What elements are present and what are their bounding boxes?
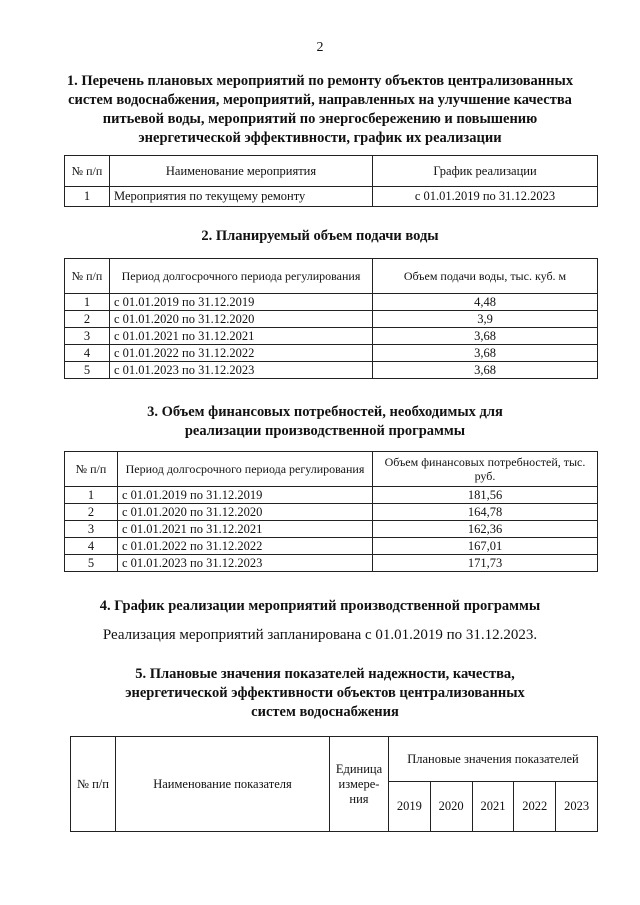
s1-header-num: № п/п [65,156,110,187]
table-row [65,187,598,207]
s3-cell: 162,36 [373,521,598,538]
s1-cell: Мероприятия по текущему ремонту [110,187,373,207]
s3-cell: с 01.01.2023 по 31.12.2023 [118,555,373,572]
table-row [65,487,598,504]
s2-cell: с 01.01.2019 по 31.12.2019 [110,294,373,311]
s5-header-year: 2020 [430,782,472,832]
s2-cell: 4 [65,345,110,362]
s5-header-unit: Единица измерения [330,737,389,832]
table-row [65,362,598,379]
table-row [65,555,598,572]
s2-cell: с 01.01.2023 по 31.12.2023 [110,362,373,379]
s1-cell: 1 [65,187,110,207]
s1-cell: с 01.01.2019 по 31.12.2023 [373,187,598,207]
s3-cell: с 01.01.2022 по 31.12.2022 [118,538,373,555]
table-row [65,328,598,345]
s2-cell: 5 [65,362,110,379]
page-number: 2 [316,40,324,55]
section3-title: 3. Объем финансовых потребностей, необходимых для реализации производственной программы [147,404,503,439]
s2-cell: 3,9 [373,311,598,328]
s5-header-year: 2021 [472,782,514,832]
s2-header-num: № п/п [65,259,110,294]
s2-cell: 3,68 [373,345,598,362]
table-row [65,311,598,328]
s3-cell: 164,78 [373,504,598,521]
s1-header-schedule: График реализации [373,156,598,187]
s3-cell: с 01.01.2020 по 31.12.2020 [118,504,373,521]
section2-title: 2. Планируемый объем подачи воды [201,228,439,244]
s5-header-year: 2023 [556,782,598,832]
section2-table [64,258,598,379]
s3-cell: 171,73 [373,555,598,572]
section5-title: 5. Плановые значения показателей надежности, качества, энергетической эффективности объектов централизованных систем водоснабжения [125,666,525,720]
s3-cell: 1 [65,487,118,504]
section3-table [64,451,598,572]
s3-cell: 5 [65,555,118,572]
s3-cell: 2 [65,504,118,521]
s3-header-finance: Объем финансовых потребностей, тыс. руб. [373,452,598,487]
table-row [65,294,598,311]
s3-header-num: № п/п [65,452,118,487]
s2-cell: 4,48 [373,294,598,311]
section4-title: 4. График реализации мероприятий производственной программы [99,598,541,614]
s2-cell: 1 [65,294,110,311]
table-row [65,345,598,362]
s3-cell: 3 [65,521,118,538]
section1-title: 1. Перечень плановых мероприятий по ремонту объектов централизованных систем водоснабжения, мероприятий, направленных на улучшение качества питьевой воды, мероприятий по энергосбережению и повышению энергетической эффективности, график их реализации [66,73,574,146]
s5-header-num: № п/п [71,737,116,832]
s3-header-period: Период долгосрочного периода регулирования [118,452,373,487]
section5-table [70,736,598,832]
s2-header-volume: Объем подачи воды, тыс. куб. м [373,259,598,294]
s2-cell: 3,68 [373,328,598,345]
s5-header-planned: Плановые значения показателей [389,737,598,782]
s2-cell: с 01.01.2021 по 31.12.2021 [110,328,373,345]
s3-cell: с 01.01.2021 по 31.12.2021 [118,521,373,538]
s2-cell: с 01.01.2022 по 31.12.2022 [110,345,373,362]
s1-header-name: Наименование мероприятия [110,156,373,187]
s2-cell: 3,68 [373,362,598,379]
s5-header-year: 2019 [389,782,431,832]
s3-cell: 4 [65,538,118,555]
s3-cell: с 01.01.2019 по 31.12.2019 [118,487,373,504]
section1-table [64,155,598,207]
s5-header-year: 2022 [514,782,556,832]
s3-cell: 181,56 [373,487,598,504]
s2-cell: 2 [65,311,110,328]
table-row [65,521,598,538]
s3-cell: 167,01 [373,538,598,555]
s5-header-name: Наименование показателя [116,737,330,832]
table-row [65,538,598,555]
s2-cell: с 01.01.2020 по 31.12.2020 [110,311,373,328]
s2-cell: 3 [65,328,110,345]
section4-text: Реализация мероприятий запланирована с 01.01.2019 по 31.12.2023. [102,627,538,643]
s2-header-period: Период долгосрочного периода регулирования [110,259,373,294]
table-row [65,504,598,521]
